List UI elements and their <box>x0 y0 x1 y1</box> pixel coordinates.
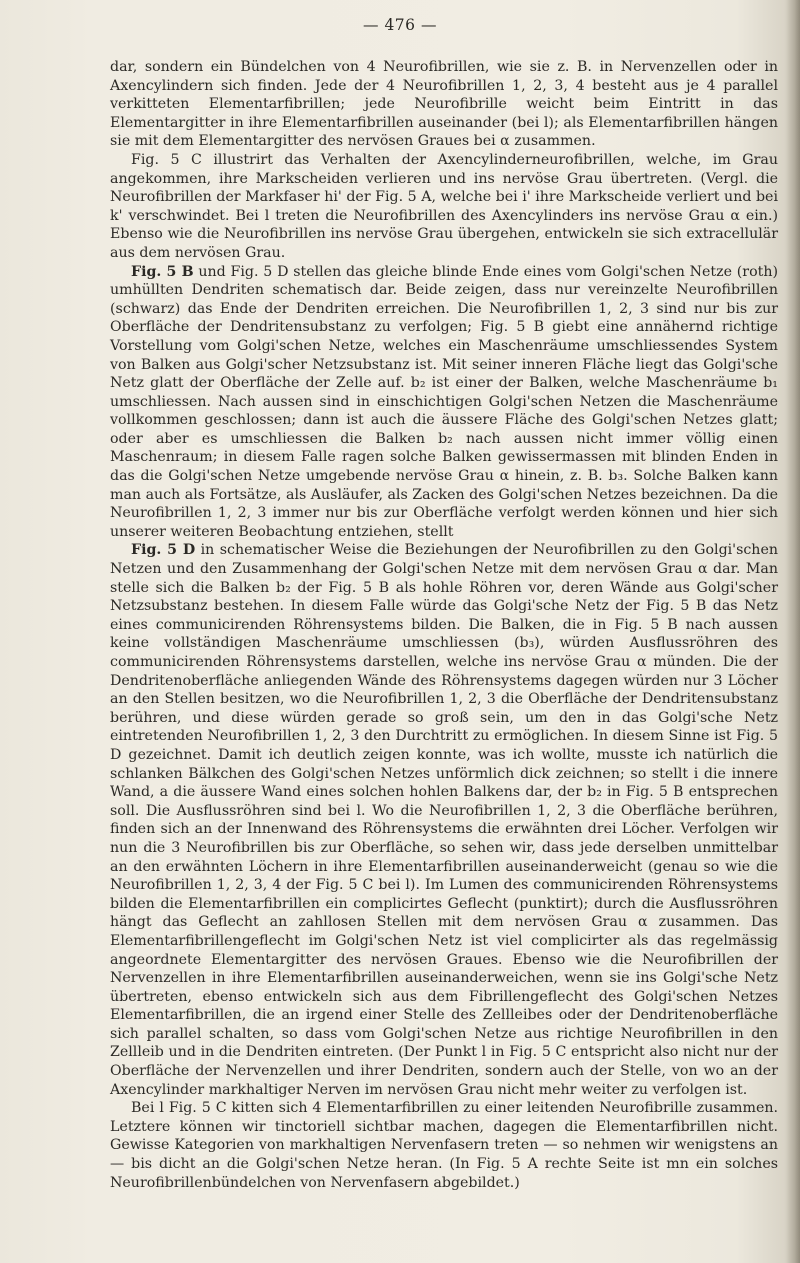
paragraph-text: dar, sondern ein Bündelchen von 4 Neurofibrillen, wie sie z. B. in Nervenzellen oder in Axencylindern sich finden. Jede der 4 Neurofibrillen 1, 2, 3, 4 besteht aus je 4 parallel verkitteten Elementarfibrillen; jede Neurofibrille weicht beim Eintritt in das Elementargitter in ihre Elementarfibrillen auseinander (bei l); als Elementarfibrillen hängen sie mit dem Elementargitter des nervösen Graues bei α zusammen. <box>110 59 778 150</box>
figure-reference: Fig. 5 D <box>131 542 196 559</box>
paragraph-fig-5b <box>110 263 778 542</box>
page-number: — 476 — <box>363 16 437 34</box>
paragraph-text: in schematischer Weise die Beziehungen der Neurofibrillen zu den Golgi'schen Netzen und den Zusammenhang der Golgi'schen Netze mit dem nervösen Grau α dar. Man stelle sich die Balken b₂ der Fig. 5 B als hohle Röhren vor, deren Wände aus Golgi'scher Netzsubstanz bestehen. In diesem Falle würde das Golgi'sche Netz der Fig. 5 B das Netz eines communicirenden Röhrensystems bilden. Die Balken, die in Fig. 5 B nach aussen keine vollständigen Maschenräume umschliessen (b₃), würden Ausflussröhren des communicirenden Röhrensystems darstellen, welche ins nervöse Grau α münden. Die der Dendritenoberfläche anliegenden Wände des Röhrensystems dagegen würden nur 3 Löcher an den Stellen besitzen, wo die Neurofibrillen 1, 2, 3 die Oberfläche der Dendritensubstanz berühren, und diese würden gerade so groß sein, um den in das Golgi'sche Netz eintretenden Neurofibrillen 1, 2, 3 den Durchtritt zu ermöglichen. In diesem Sinne ist Fig. 5 D gezeichnet. Damit ich deutlich zeigen konnte, was ich wollte, musste ich natürlich die schlanken Bälkchen des Golgi'schen Netzes unförmlich dick zeichnen; so stellt i die innere Wand, a die äussere Wand eines solchen hohlen Balkens dar, der b₂ in Fig. 5 B entsprechen soll. Die Ausflussröhren sind bei l. Wo die Neurofibrillen 1, 2, 3 die Oberfläche berühren, finden sich an der Innenwand des Röhrensystems die erwähnten drei Löcher. Verfolgen wir nun die 3 Neurofibrillen bis zur Oberfläche, so sehen wir, dass jede derselben unmittelbar an den erwähnten Löchern in ihre Elementarfibrillen auseinanderweicht (genau so wie die Neurofibrillen 1, 2, 3, 4 der Fig. 5 C bei l). Im Lumen des communicirenden Röhrensystems bilden die Elementarfibrillen ein complicirtes Geflecht (punktirt); durch die Ausflussröhren hängt das Geflecht an zahllosen Stellen mit dem nervösen Grau α zusammen. Das Elementarfibrillengeflecht im Golgi'schen Netz ist viel complicirter als das regelmässig angeordnete Elementargitter des nervösen Graues. Ebenso wie die Neurofibrillen der Nervenzellen in ihre Elementarfibrillen auseinanderweichen, wenn sie ins Golgi'sche Netz übertreten, ebenso entwickeln sich aus dem Fibrillengeflecht des Golgi'schen Netzes Elementarfibrillen, die an irgend einer Stelle des Zellleibes oder der Dendritenoberfläche sich parallel schalten, so dass vom Golgi'schen Netze aus richtige Neurofibrillen in den Zellleib und in die Dendriten eintreten. (Der Punkt l in Fig. 5 C entspricht also nicht nur der Oberfläche der Nervenzellen und ihrer Dendriten, sondern auch der Stelle, von wo an der Axencylinder markhaltiger Nerven im nervösen Grau nicht mehr weiter zu verfolgen ist. <box>110 542 778 1098</box>
figure-reference: Fig. 5 B <box>131 263 194 280</box>
paragraph-text: Bei l Fig. 5 C kitten sich 4 Elementarfibrillen zu einer leitenden Neurofibrille zusammen. Letztere können wir tinctoriell sichtbar machen, dagegen die Elementarfibrillen nicht. Gewisse Kategorien von markhaltigen Nervenfasern treten — so nehmen wir wenigstens an — bis dicht an die Golgi'schen Netze heran. (In Fig. 5 A rechte Seite ist mn ein solches Neurofibrillenbündelchen von Nervenfasern abgebildet.) <box>110 1100 778 1191</box>
paragraph-fig-5d <box>110 541 778 1099</box>
body-text <box>110 58 778 1192</box>
paragraph-text: und Fig. 5 D stellen das gleiche blinde Ende eines vom Golgi'schen Netze (roth) umhüllten Dendriten schematisch dar. Beide zeigen, dass nur vereinzelte Neurofibrillen (schwarz) das Ende der Dendriten erreichen. Die Neurofibrillen 1, 2, 3 sind nur bis zur Oberfläche der Dendritensubstanz zu verfolgen; Fig. 5 B giebt eine annähernd richtige Vorstellung vom Golgi'schen Netze, welches ein Maschenräume umschliessendes System von Balken aus Golgi'scher Netzsubstanz ist. Mit seiner inneren Fläche liegt das Golgi'sche Netz glatt der Oberfläche der Zelle auf. b₂ ist einer der Balken, welche Maschenräume b₁ umschliessen. Nach aussen sind in einschichtigen Golgi'schen Netzen die Maschenräume vollkommen geschlossen; dann ist auch die äussere Fläche des Golgi'schen Netzes glatt; oder aber es umschliessen die Balken b₂ nach aussen nicht immer völlig einen Maschenraum; in diesem Falle ragen solche Balken gewissermassen mit blinden Enden in das die Golgi'schen Netze umgebende nervöse Grau α hinein, z. B. b₃. Solche Balken kann man auch als Fortsätze, als Ausläufer, als Zacken des Golgi'schen Netzes bezeichnen. Da die Neurofibrillen 1, 2, 3 immer nur bis zur Oberfläche verfolgt werden können und hier sich unserer weiteren Beobachtung entziehen, stellt <box>110 263 778 540</box>
paragraph-fig-5c <box>110 151 778 263</box>
paragraph-text: Fig. 5 C illustrirt das Verhalten der Axencylinderneurofibrillen, welche, im Grau angekommen, ihre Markscheiden verlieren und ins nervöse Grau übertreten. (Vergl. die Neurofibrillen der Markfaser hi' der Fig. 5 A, welche bei i' ihre Markscheide verliert und bei k' verschwindet. Bei l treten die Neurofibrillen des Axencylinders ins nervöse Grau α ein.) Ebenso wie die Neurofibrillen ins nervöse Grau übergehen, entwickeln sie sich extracellulär aus dem nervösen Grau. <box>110 151 778 261</box>
paragraph-closing <box>110 1099 778 1192</box>
paragraph-continuation <box>110 58 778 151</box>
page-edge-shadow <box>786 0 800 1263</box>
